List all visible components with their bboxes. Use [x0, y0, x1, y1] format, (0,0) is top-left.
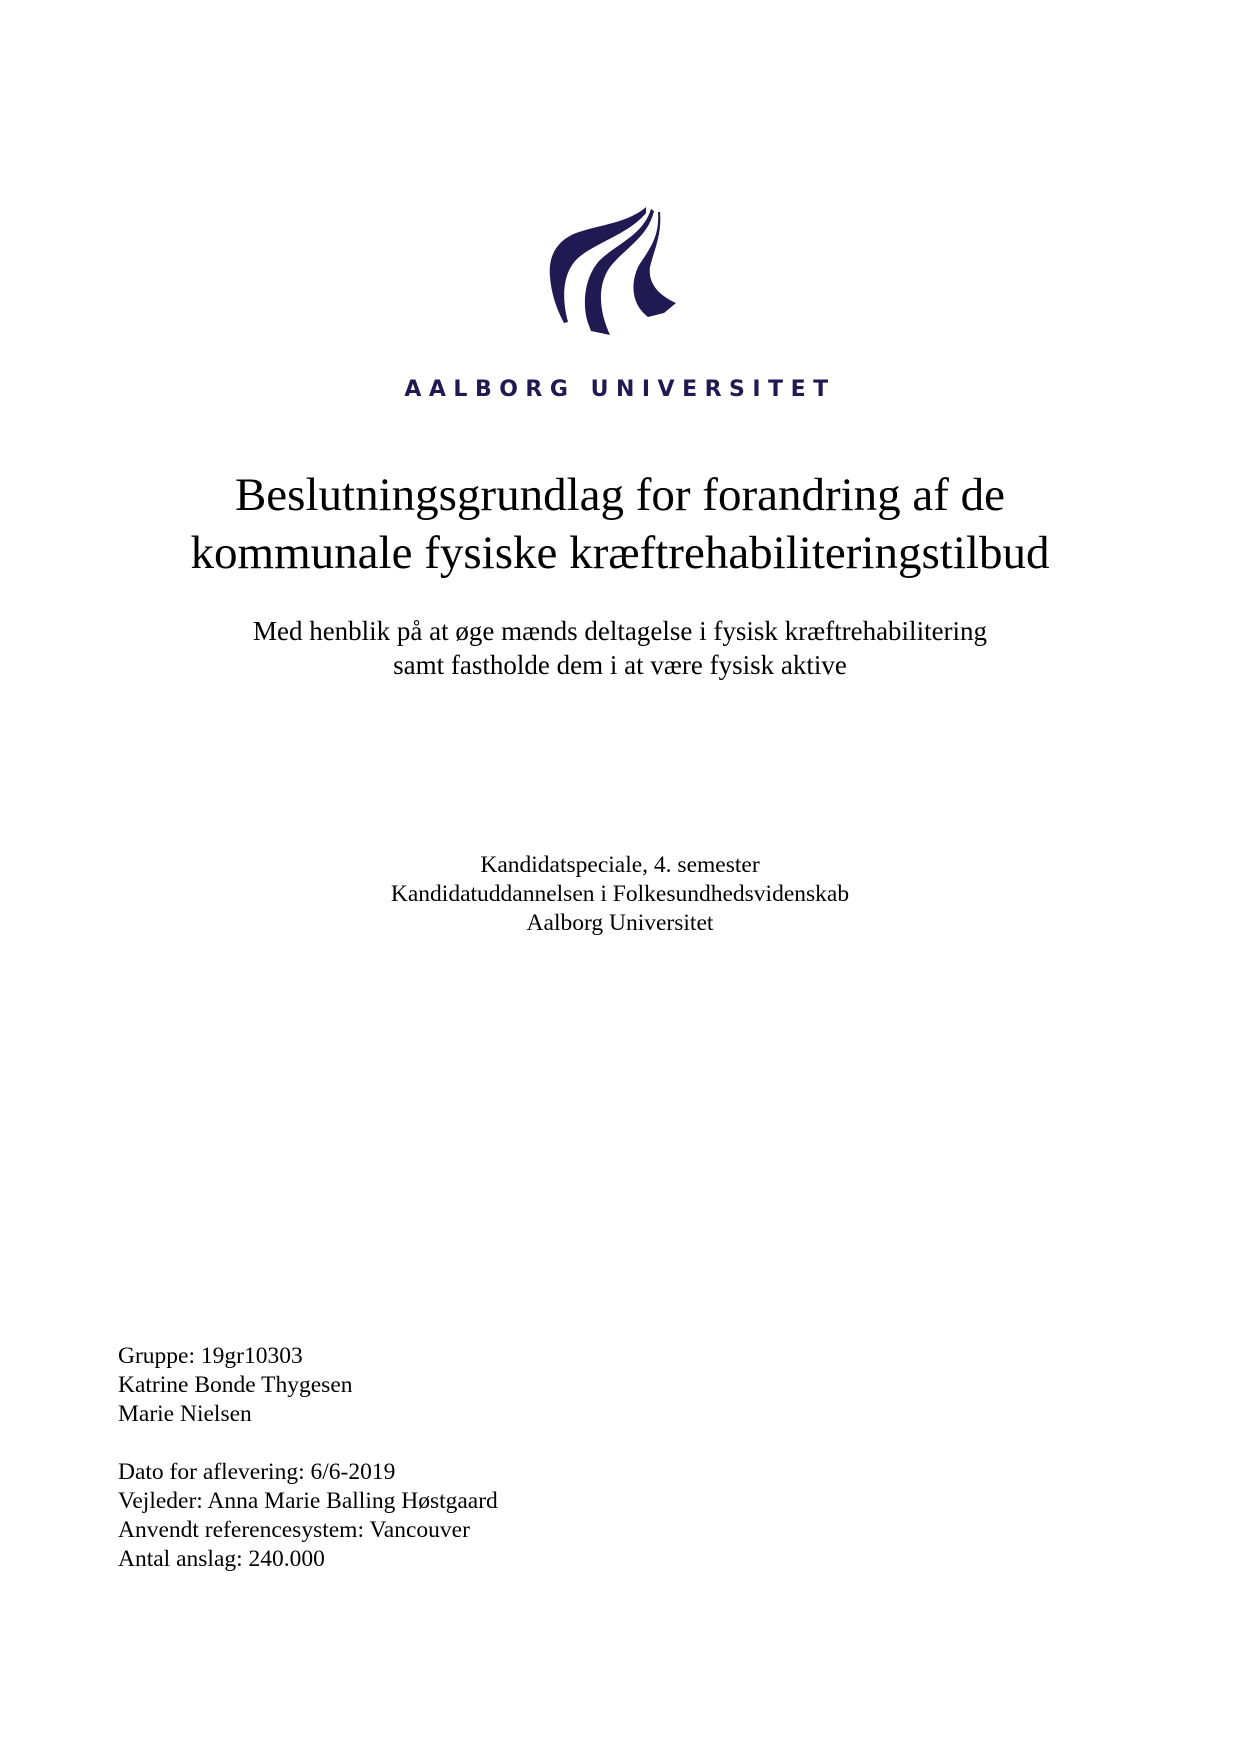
supervisor: Vejleder: Anna Marie Balling Høstgaard — [118, 1488, 498, 1514]
subtitle-line: Med henblik på at øge mænds deltagelse i fysisk kræftrehabilitering — [252, 616, 988, 646]
program-line: Aalborg Universitet — [526, 910, 714, 936]
program-info — [0, 851, 1240, 938]
author-name: Katrine Bonde Thygesen — [118, 1372, 353, 1398]
document-title — [0, 466, 1240, 582]
program-line: Kandidatuddannelsen i Folkesundhedsvidenskab — [390, 881, 850, 907]
logo-wordmark: AALBORG UNIVERSITET — [404, 377, 836, 402]
title-line: kommunale fysiske kræftrehabiliteringstilbud — [190, 527, 1050, 579]
reference-system: Anvendt referencesystem: Vancouver — [118, 1517, 470, 1543]
submission-date: Dato for aflevering: 6/6-2019 — [118, 1459, 396, 1485]
document-subtitle — [0, 614, 1240, 682]
authors-block — [118, 1342, 353, 1429]
program-line: Kandidatspeciale, 4. semester — [480, 852, 760, 878]
subtitle-line: samt fastholde dem i at være fysisk aktive — [393, 650, 847, 680]
aalborg-university-logo-icon — [548, 205, 678, 337]
author-name: Marie Nielsen — [118, 1401, 252, 1427]
character-count: Antal anslag: 240.000 — [118, 1546, 325, 1572]
title-line: Beslutningsgrundlag for forandring af de — [234, 469, 1006, 521]
group-number: Gruppe: 19gr10303 — [118, 1343, 303, 1369]
submission-details — [118, 1458, 498, 1574]
